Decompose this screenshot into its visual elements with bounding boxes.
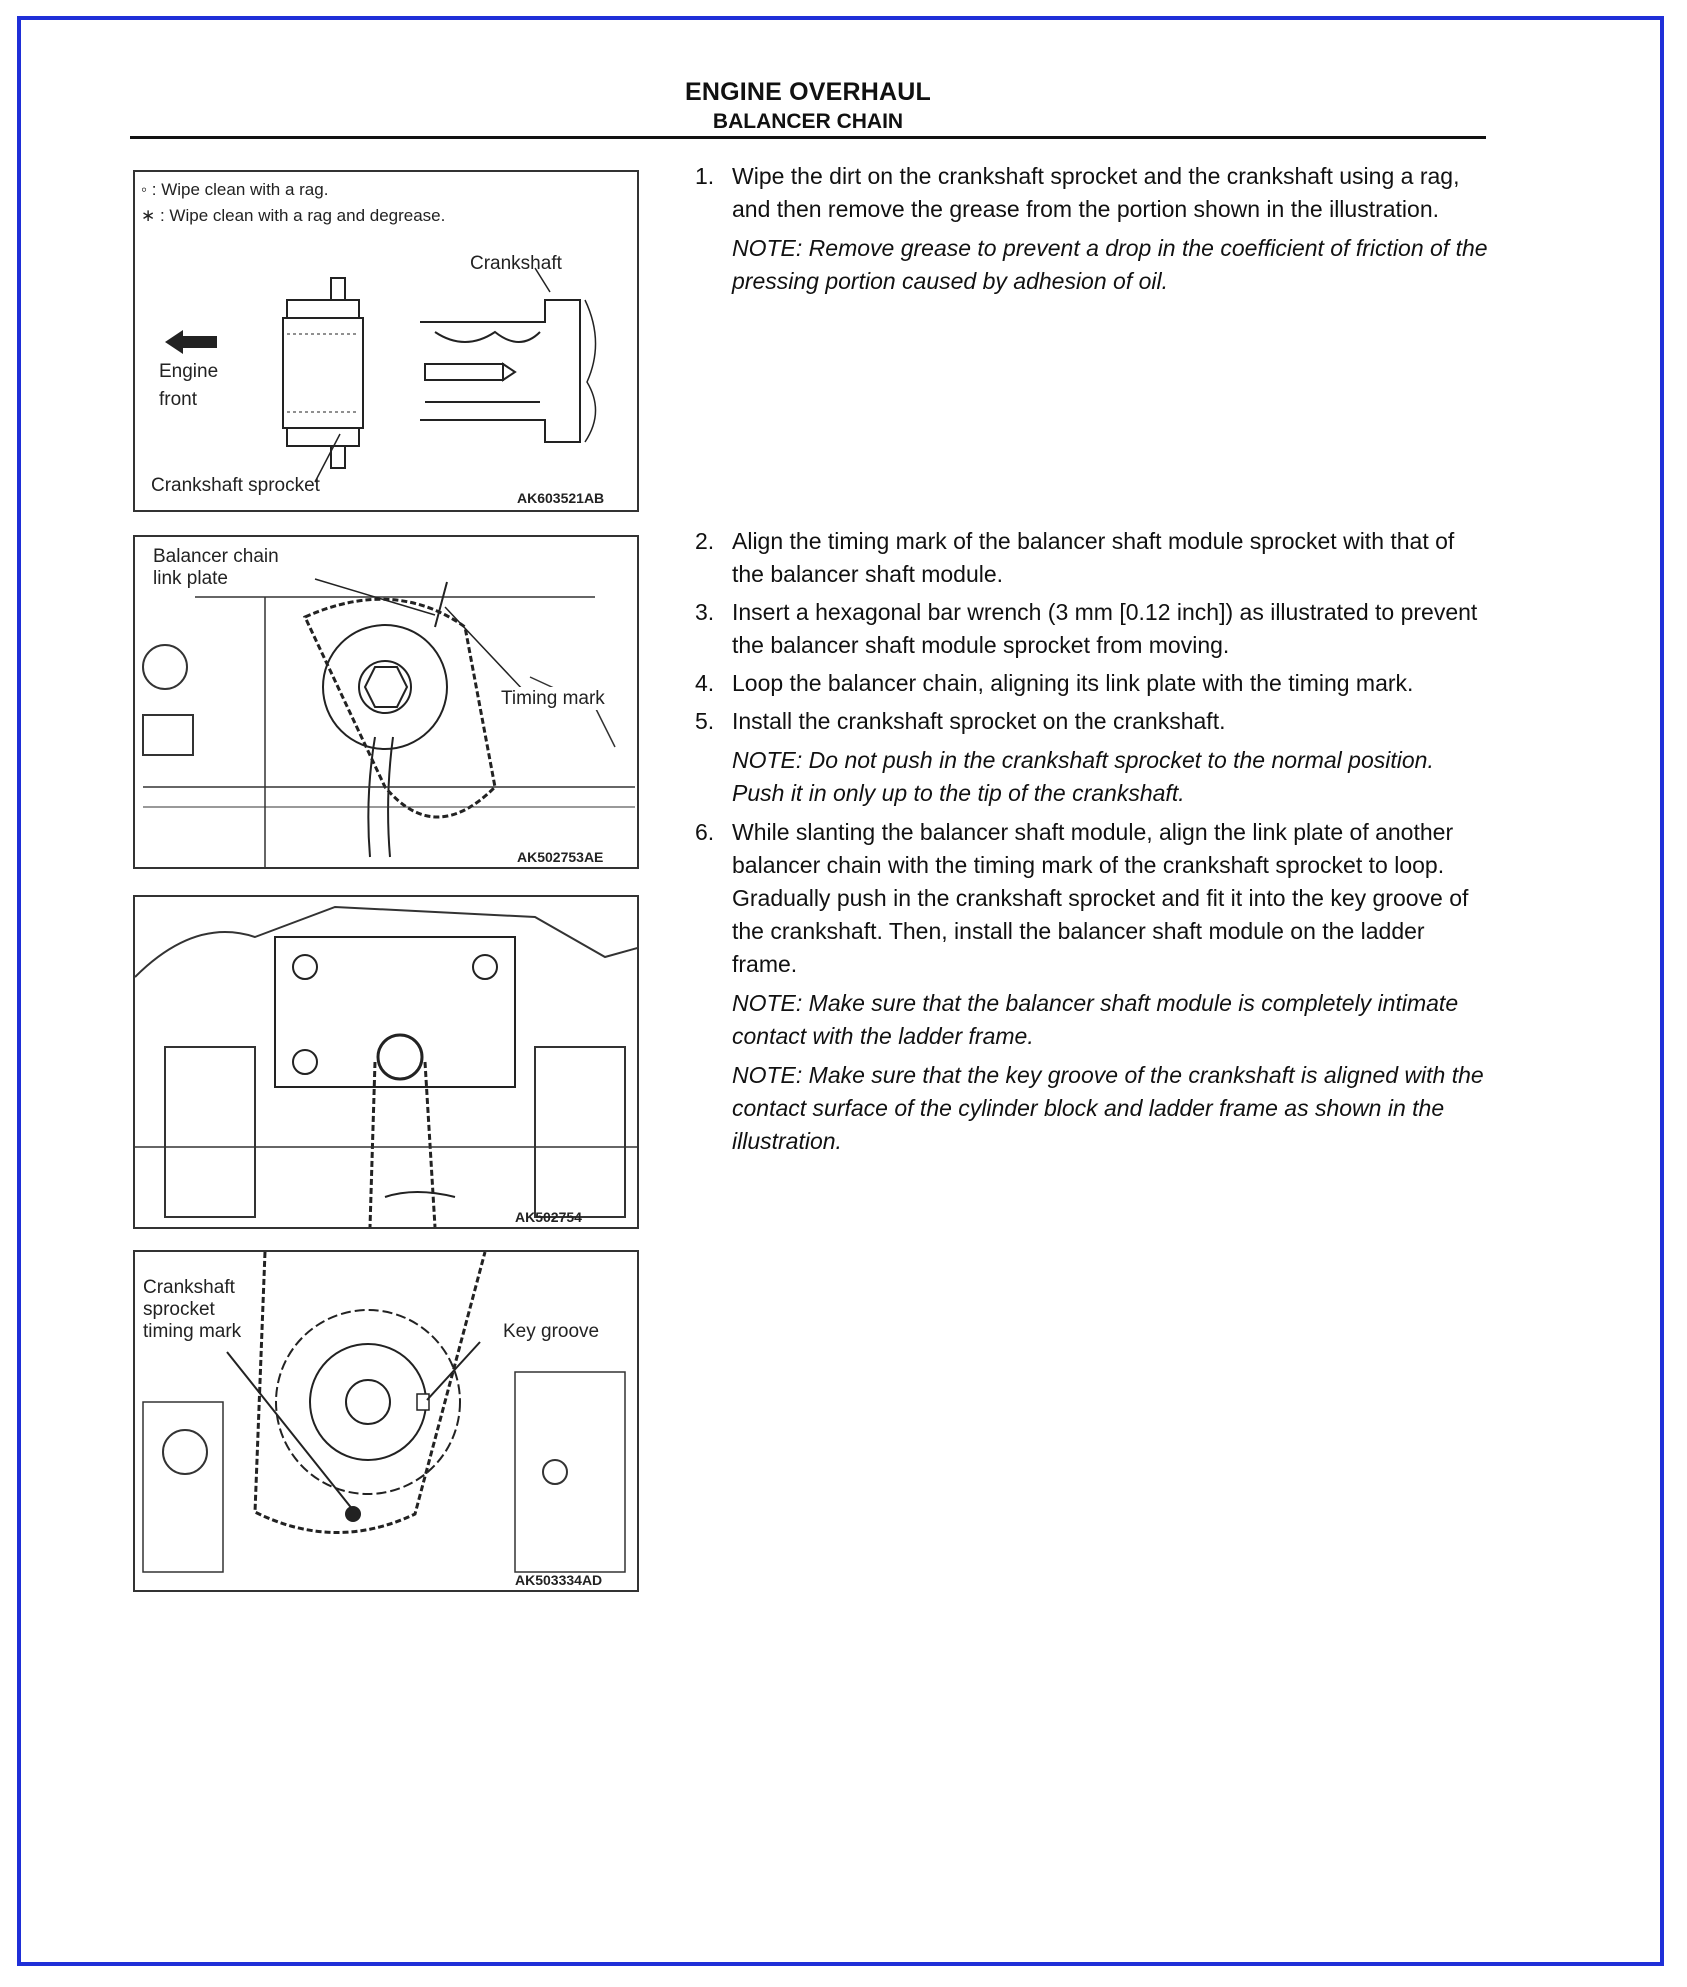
- note-key-groove: NOTE: Make sure that the key groove of the crankshaft is aligned with the contact surface of the cylinder block and ladder frame as shown in the illustration.: [732, 1062, 1484, 1154]
- step-number: 5.: [695, 708, 715, 734]
- legend-circle: ◦ : Wipe clean with a rag.: [141, 180, 329, 199]
- label-chain-line1: Balancer chain: [153, 546, 279, 567]
- label-front: front: [159, 389, 198, 410]
- figure-code: AK502754: [515, 1209, 582, 1225]
- page-subtitle: BALANCER CHAIN: [712, 110, 904, 133]
- legend-star: ∗ : Wipe clean with a rag and degrease.: [141, 206, 446, 225]
- note-push-sprocket: NOTE: Do not push in the crankshaft sprocket to the normal position. Push it in only up to the tip of the crankshaft.: [732, 747, 1434, 806]
- page-title: ENGINE OVERHAUL: [684, 78, 932, 106]
- step-number: 3.: [695, 599, 715, 625]
- header-rule: [130, 136, 1486, 139]
- step-text: Align the timing mark of the balancer shaft module sprocket with that of the balancer shaft module.: [732, 528, 1455, 587]
- label-sprocket-line1: Crankshaft: [143, 1277, 235, 1298]
- label-sprocket-line2: sprocket: [143, 1299, 215, 1320]
- figure-code: AK503334AD: [515, 1572, 603, 1588]
- label-sprocket-line3: timing mark: [143, 1321, 242, 1342]
- step-text: Install the crankshaft sprocket on the crankshaft.: [732, 708, 1226, 734]
- step-6: [690, 816, 1490, 981]
- step-number: 2.: [695, 528, 715, 554]
- step-3: [690, 596, 1490, 662]
- label-key-groove: Key groove: [503, 1321, 600, 1342]
- label-chain-line2: link plate: [153, 568, 228, 589]
- figure-key-groove: [133, 1250, 639, 1592]
- note-intimate-contact: NOTE: Make sure that the balancer shaft module is completely intimate contact with the ladder frame.: [732, 990, 1459, 1049]
- page-header: [130, 78, 1486, 134]
- label-engine: Engine: [159, 361, 219, 382]
- figure-code: AK502753AE: [517, 849, 604, 865]
- figure-balancer-chain: [133, 535, 639, 869]
- step-text: While slanting the balancer shaft module, align the link plate of another balancer chain with the timing mark of the crankshaft sprocket to loop. Gradually push in the crankshaft sprocket and fit it into the key groove of the crankshaft. Then, install the balancer shaft module on the ladder frame.: [732, 819, 1469, 977]
- label-crankshaft: Crankshaft: [470, 253, 562, 274]
- step-2: [690, 525, 1490, 591]
- label-crankshaft-sprocket: Crankshaft sprocket: [151, 475, 320, 496]
- module-install-diagram: [135, 897, 639, 1229]
- figure-module-install: [133, 895, 639, 1229]
- step-1: [690, 160, 1490, 226]
- step-text: Wipe the dirt on the crankshaft sprocket and the crankshaft using a rag, and then remove the grease from the portion shown in the illustration.: [732, 163, 1460, 222]
- note-grease: NOTE: Remove grease to prevent a drop in the coefficient of friction of the pressing portion caused by adhesion of oil.: [732, 235, 1488, 294]
- step-block-1: [690, 160, 1490, 304]
- step-4: [690, 667, 1490, 700]
- step-number: 6.: [695, 819, 715, 845]
- step-5: [690, 705, 1490, 738]
- step-text: Insert a hexagonal bar wrench (3 mm [0.12 inch]) as illustrated to prevent the balancer shaft module sprocket from moving.: [732, 599, 1478, 658]
- label-timing-mark: Timing mark: [501, 688, 605, 709]
- step-number: 1.: [695, 163, 715, 189]
- step-text: Loop the balancer chain, aligning its link plate with the timing mark.: [732, 670, 1414, 696]
- step-block-2: [690, 525, 1490, 1164]
- step-number: 4.: [695, 670, 715, 696]
- figure-code: AK603521AB: [517, 490, 605, 506]
- figure-crankshaft-wipe: [133, 170, 639, 512]
